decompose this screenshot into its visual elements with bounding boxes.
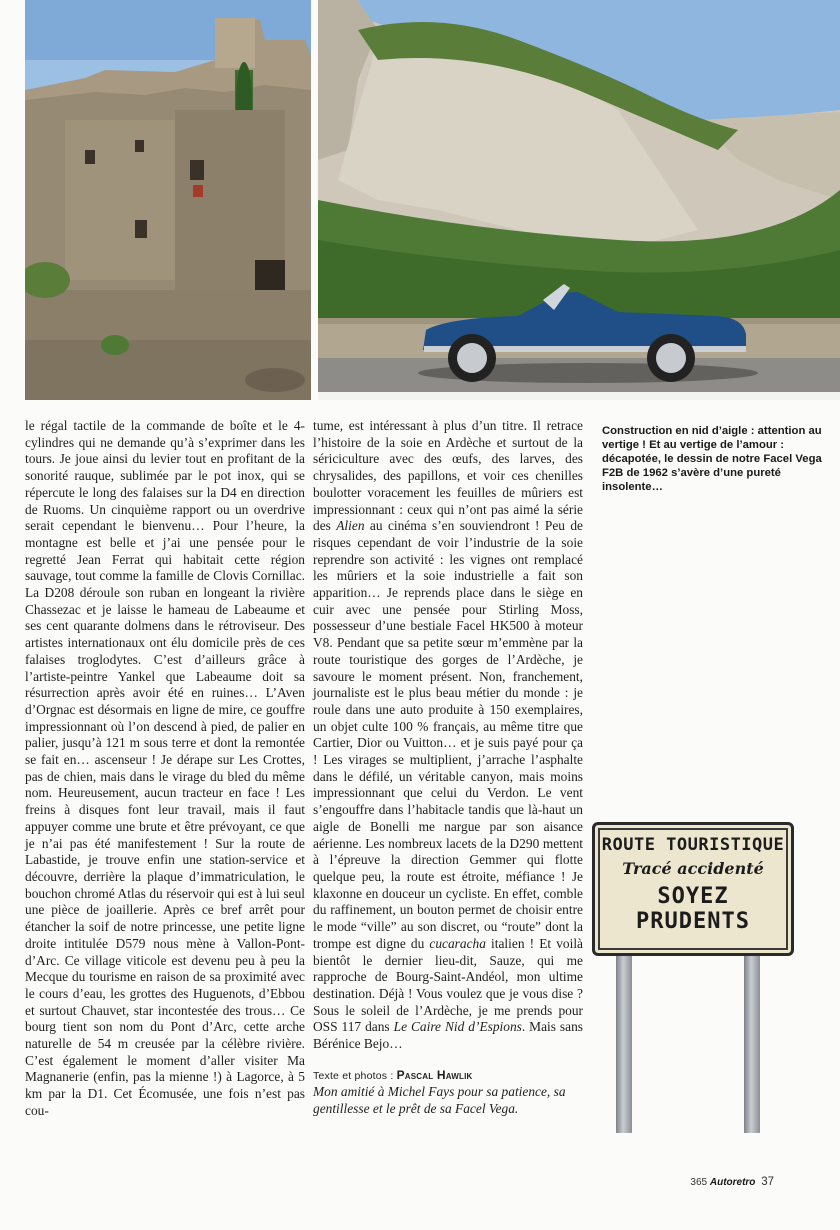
article-paragraph-continued — [313, 418, 583, 1053]
sign-line-2: Tracé accidenté — [622, 859, 764, 878]
photo-credit — [313, 1067, 583, 1085]
text-run: tume, est intéressant à plus d’un titre. Il retrace l’histoire de la soie en Ardèche et surtout de la sériciculture avec des œufs, des larves, des chrysalides, des papillons, et voir ces chenilles boulotter voracement les feuilles de mûriers est impressionnant : ceux qui n’ont pas aimé la série des — [313, 418, 583, 534]
magazine-logo: Autoretro — [709, 1177, 756, 1188]
photo-gorge-car — [318, 0, 840, 400]
sign-post-left — [616, 948, 632, 1133]
sign-line-1: ROUTE TOURISTIQUE — [601, 835, 785, 855]
sign-board — [592, 822, 794, 956]
sign-line-3: SOYEZ — [657, 884, 729, 909]
road-sign-photo — [592, 820, 804, 1145]
article-column-1 — [25, 418, 305, 1120]
photo-village-ruins — [25, 0, 311, 400]
text-run: au cinéma s’en souviendront ! Peu de risques cependant de voir l’industrie de la soie reprendre son activité : les vignes ont remplacé les mûriers et la soie industrielle a fait son apparition… Je reprends place dans le siège en cuir avec une pensée pour Stirling Moss, possesseur d’une bestiale Facel HK500 à moteur V8. Pendant que sa petite sœur m’emmène par la route touristique des gorges de l’Ardèche, je savoure le moment présent. Non, franchement, journaliste est le plus beau métier du monde : je roule dans une auto produite à 150 exemplaires, un objet culte 100 % français, au même titre que Cartier, Dior ou Vuitton… et je suis payé pour ça ! Les virages se multiplient, j’arrache l’asphalte dans le défilé, un véritable canyon, mais moins impressionnant que celui du Verdon. Le vent s’engouffre dans l’habitacle tandis que là-haut un aigle de Bonelli me nargue par son aisance aérienne. Les nombreux lacets de la D290 mettent à l’épreuve la direction Gemmer qui flotte quelque peu, la route est étroite, méfiance ! Je klaxonne en douceur un cycliste. En effet, comble du raffinement, un bouton permet de choisir entre le mode “ville” au son discret, ou “route” dont la trompe est digne du — [313, 518, 583, 951]
page-number: 37 — [761, 1176, 774, 1188]
text-run: . Mais sans Bérénice Bejo… — [313, 1019, 583, 1052]
film-title-oss117: Le Caire Nid d’Espions — [393, 1019, 522, 1035]
page-footer — [690, 1176, 774, 1188]
gorge-illustration — [318, 0, 840, 400]
acknowledgement: Mon amitié à Michel Fays pour sa patience, sa gentillesse et le prêt de sa Facel Vega. — [313, 1084, 566, 1117]
film-title-alien: Alien — [336, 518, 365, 534]
credit-author: Pascal Hawlik — [396, 1067, 473, 1082]
issue-number: 365 — [690, 1177, 708, 1188]
italic-word: cucaracha — [429, 935, 486, 951]
article-column-2 — [313, 418, 583, 1118]
text-run: italien ! Et voilà bientôt le dernier lieu-dit, Sauze, qui me rapproche de Bourg-Saint-Andéol, mon ultime destination. Déjà ! Vous voulez que je vous dise ? Sous le soleil de l’Ardèche, je me prends pour OSS 117 dans — [313, 935, 583, 1035]
photo-caption: Construction en nid d’aigle : attention au vertige ! Et au vertige de l’amour : décapotée, le dessin de notre Facel Vega F2B de 1962 s’avère d’une pureté insolente… — [602, 425, 822, 493]
sign-post-right — [744, 948, 760, 1133]
sign-line-4: PRUDENTS — [636, 909, 750, 934]
article-paragraph: le régal tactile de la commande de boîte et le 4-cylindres qui ne demande qu’à s’exprimer dans les tours. Je joue ainsi du levier tout en profitant de la sonorité rauque, sublimée par le pot inox, qui se répercute le long des falaises sur la D4 en direction de Ruoms. Un cinquième rapport ou un overdrive serait cependant le bienvenu… Pour l’heure, la montagne est belle et j’ai une pensée pour le regretté Jean Ferrat qui habitait cette région sauvage, tout comme la famille de Clovis Cornillac. La D208 déroule son ruban en longeant la rivière Chassezac et je laisse le hameau de Labeaume et ses cent quarante dolmens dans le rétroviseur. Des artistes internationaux ont élu domicile près de ces falaises troglodytes. C’est d’ailleurs grâce à l’artiste-peintre Yankel que Labeaume doit sa résurrection après avoir été en ruines… L’Aven d’Orgnac est désormais en ligne de mire, ce gouffre impressionnant où l’on descend à pied, de palier en palier, jusqu’à 121 m sous terre et dont la remontée se fait en… ascenseur ! Je dérape sur Les Crottes, pas de chien, mais dans le virage du bled du même nom. Heureusement, aucun tracteur en face ! Les freins à disques font leur travail, mais il faut appuyer comme une brute et être prévoyant, ce que je n’ai pas été manifestement ! Sur la route de Labastide, je trouve enfin une station-service et découvre, derrière la plaque d’immatriculation, le bouchon chromé Atlas du réservoir qui est à lui seul une pièce de joaillerie. Après ce bref arrêt pour étancher la soif de notre princesse, une petite ligne droite intitulée D579 nous mène à Vallon-Pont-d’Arc. Ce village viticole est devenu peu à peu la Mecque du tourisme en raison de sa proximité avec le cours d’eau, les grottes des Huguenots, d’Ebbou et surtout Chauvet, star incontestée des trous… Ce bourg tient son nom du Pont d’Arc, cette arche naturelle de 54 m creusée par la célèbre rivière. C’est également le moment d’aller visiter Ma Magnanerie (enfin, pas la mienne !) à Lagorce, à 5 km par la D1. Cet Écomusée, une fois n’est pas cou- — [25, 418, 305, 1118]
village-illustration — [25, 0, 311, 400]
credit-label: Texte et photos : — [313, 1069, 397, 1082]
